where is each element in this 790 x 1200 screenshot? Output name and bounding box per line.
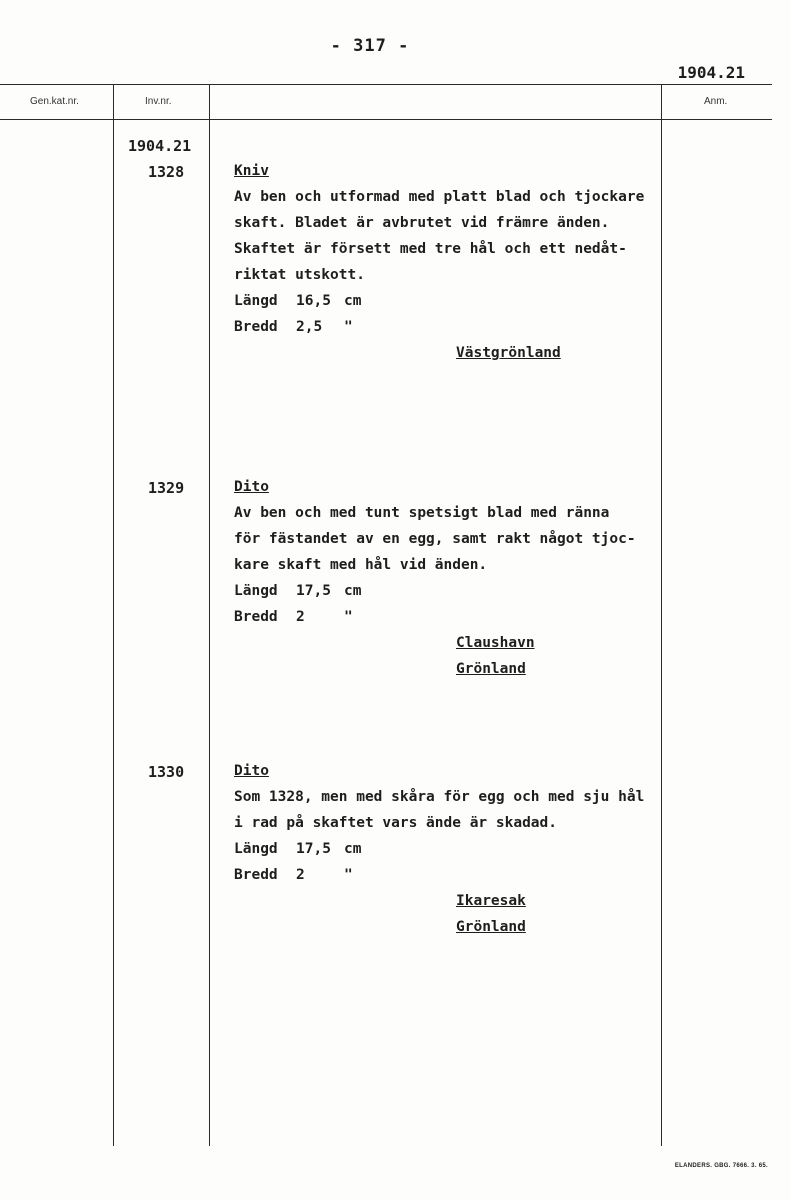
location: Ikaresak <box>456 893 526 909</box>
width-unit: " <box>344 609 353 625</box>
location: Grönland <box>456 661 526 677</box>
width-label: Bredd <box>234 609 278 625</box>
entry-description-line: skaft. Bladet är avbrutet vid främre änden. <box>234 215 610 231</box>
location: Grönland <box>456 919 526 935</box>
location: Västgrönland <box>456 345 561 361</box>
width-value: 2 <box>296 609 305 625</box>
width-measurement <box>234 862 674 888</box>
entry-title: Kniv <box>234 163 269 179</box>
column-divider-gen-inv <box>113 84 114 1146</box>
printer-imprint: ELANDERS. GBG. 7666. 3. 65. <box>674 1163 768 1169</box>
length-label: Längd <box>234 583 278 599</box>
width-value: 2,5 <box>296 319 323 335</box>
width-measurement <box>234 314 674 340</box>
length-measurement <box>234 836 674 862</box>
column-header-anm: Anm. <box>704 96 728 107</box>
catalog-entry <box>234 158 674 366</box>
length-value: 17,5 <box>296 841 331 857</box>
catalog-entry <box>234 474 674 682</box>
length-unit: cm <box>344 841 362 857</box>
column-header-inv-nr: Inv.nr. <box>145 96 172 107</box>
width-value: 2 <box>296 867 305 883</box>
catalog-entry <box>234 758 674 940</box>
length-unit: cm <box>344 293 362 309</box>
header-top-rule <box>0 84 772 85</box>
column-header-gen-kat-nr: Gen.kat.nr. <box>30 96 79 107</box>
inventory-number: 1328 <box>148 163 185 181</box>
entry-description-line: kare skaft med hål vid änden. <box>234 557 488 573</box>
entry-title: Dito <box>234 479 269 495</box>
inventory-number: 1329 <box>148 479 185 497</box>
location: Claushavn <box>456 635 535 651</box>
entry-description-line: riktat utskott. <box>234 267 365 283</box>
inventory-number: 1330 <box>148 763 185 781</box>
entry-title: Dito <box>234 763 269 779</box>
page-number: - 317 - <box>330 36 410 56</box>
accession-label: 1904.21 <box>128 137 192 155</box>
header-accession-number: 1904.21 <box>677 63 745 82</box>
length-label: Längd <box>234 293 278 309</box>
length-value: 16,5 <box>296 293 331 309</box>
column-divider-inv-text <box>209 84 210 1146</box>
entry-description-line: i rad på skaftet vars ände är skadad. <box>234 815 558 831</box>
length-unit: cm <box>344 583 362 599</box>
header-bottom-rule <box>0 119 772 120</box>
entry-description-line: Av ben och utformad med platt blad och tjockare <box>234 189 645 205</box>
entry-description-line: Skaftet är försett med tre hål och ett nedåt- <box>234 241 627 257</box>
width-unit: " <box>344 319 353 335</box>
width-label: Bredd <box>234 319 278 335</box>
length-label: Längd <box>234 841 278 857</box>
entry-description-line: Som 1328, men med skåra för egg och med sju hål <box>234 789 645 805</box>
width-unit: " <box>344 867 353 883</box>
width-label: Bredd <box>234 867 278 883</box>
length-measurement <box>234 578 674 604</box>
entry-description-line: Av ben och med tunt spetsigt blad med ränna <box>234 505 610 521</box>
length-measurement <box>234 288 674 314</box>
entry-description-line: för fästandet av en egg, samt rakt något tjoc- <box>234 531 636 547</box>
length-value: 17,5 <box>296 583 331 599</box>
width-measurement <box>234 604 674 630</box>
